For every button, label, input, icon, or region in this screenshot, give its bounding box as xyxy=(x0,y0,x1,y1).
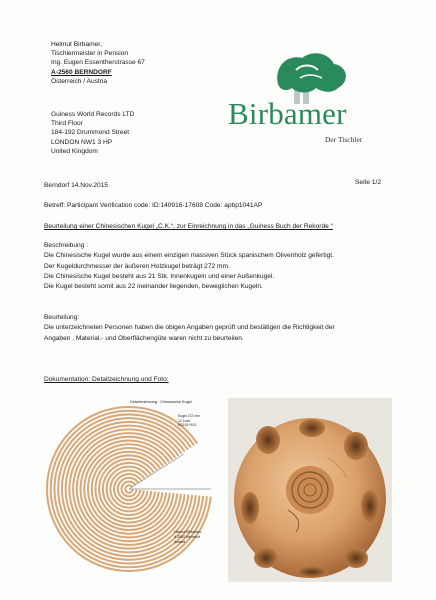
assessment-section xyxy=(44,313,335,344)
drawing-signature xyxy=(174,530,202,544)
detail-drawing xyxy=(44,392,214,587)
letter-date: Berndorf 14.Nov.2015 xyxy=(44,182,109,189)
recipient-line: United Kingdom xyxy=(51,147,98,155)
sender-line: Tischlermeister in Pension xyxy=(51,50,129,58)
recipient-line: 184-192 Drummond Street xyxy=(51,129,130,137)
sender-line: Helmut Birbamer, xyxy=(51,41,102,48)
logo-wordmark: Birbamer xyxy=(228,96,347,131)
page-number: Seite 1/2 xyxy=(355,179,382,186)
wooden-ball-photo xyxy=(228,398,392,582)
description-line: Die Kugel besteht somit aus 22 ineinander liegenden, beweglichen Kugeln. xyxy=(44,283,263,291)
sender-address xyxy=(51,40,145,86)
signature-line: Helmut Birbamer, xyxy=(174,530,202,534)
section-heading: Beurteilung: xyxy=(44,314,80,321)
signature-line: A 2560 Berndorf xyxy=(174,534,200,539)
assessment-line: Die unterzeichneten Personen haben die obigen Angaben geprüft und bestätigen die Richtigkeit der xyxy=(44,324,335,332)
spec-line: Kugel 272 mm xyxy=(178,414,200,418)
documentation-heading: Dokumentation: Detailzeichnung und Foto: xyxy=(44,376,169,383)
reference-line: Betreff: Participant Verification code: ID:140916-17608 Code: apbp1041AP xyxy=(44,202,263,209)
recipient-line: Third Floor xyxy=(51,120,83,128)
description-line: Die Chinesische Kugel besteht aus 21 Stk. Innenkugeln und einer Außenkugel. xyxy=(44,272,275,280)
description-line: Der Kugeldurchmesser der äußeren Holzkugel beträgt 272 mm. xyxy=(44,262,230,270)
drawing-spec xyxy=(178,414,200,428)
spec-line: KG115÷9/11 xyxy=(178,423,197,428)
subject-line: Beurteilung einer Chinesischen Kugel „C.K.“, zur Einreichnung in das „Guiness Buch der Rekorde “ xyxy=(44,223,333,230)
signature-line: Austria xyxy=(174,539,186,544)
recipient-address xyxy=(51,110,134,156)
logo-subtitle: Der Tischler xyxy=(325,135,363,144)
description-section xyxy=(44,241,334,292)
recipient-line: Guiness World Records LTD xyxy=(51,111,135,118)
section-heading: Beschreibung : xyxy=(44,242,88,249)
assessment-line: Angaben . Material.- und Oberflächengüte waren nicht zu beurteilen. xyxy=(44,334,244,342)
spec-line: 12 Loch xyxy=(178,418,191,423)
sender-country: Österreich / Austria xyxy=(51,77,108,85)
sender-postcode-city: A-2560 BERNDORF xyxy=(51,68,112,76)
description-line: Die Chinesische Kugel wurde aus einem einzigen massiven Stück spanischem Olivenholz gefertigt. xyxy=(44,252,334,260)
drawing-title: Detailzeichnung : Chinesische Kugel xyxy=(130,400,192,404)
recipient-line: LONDON NW1 3 HP xyxy=(51,138,113,146)
sender-line: Ing. Eugen Essentherstrasse 67 xyxy=(51,59,145,67)
